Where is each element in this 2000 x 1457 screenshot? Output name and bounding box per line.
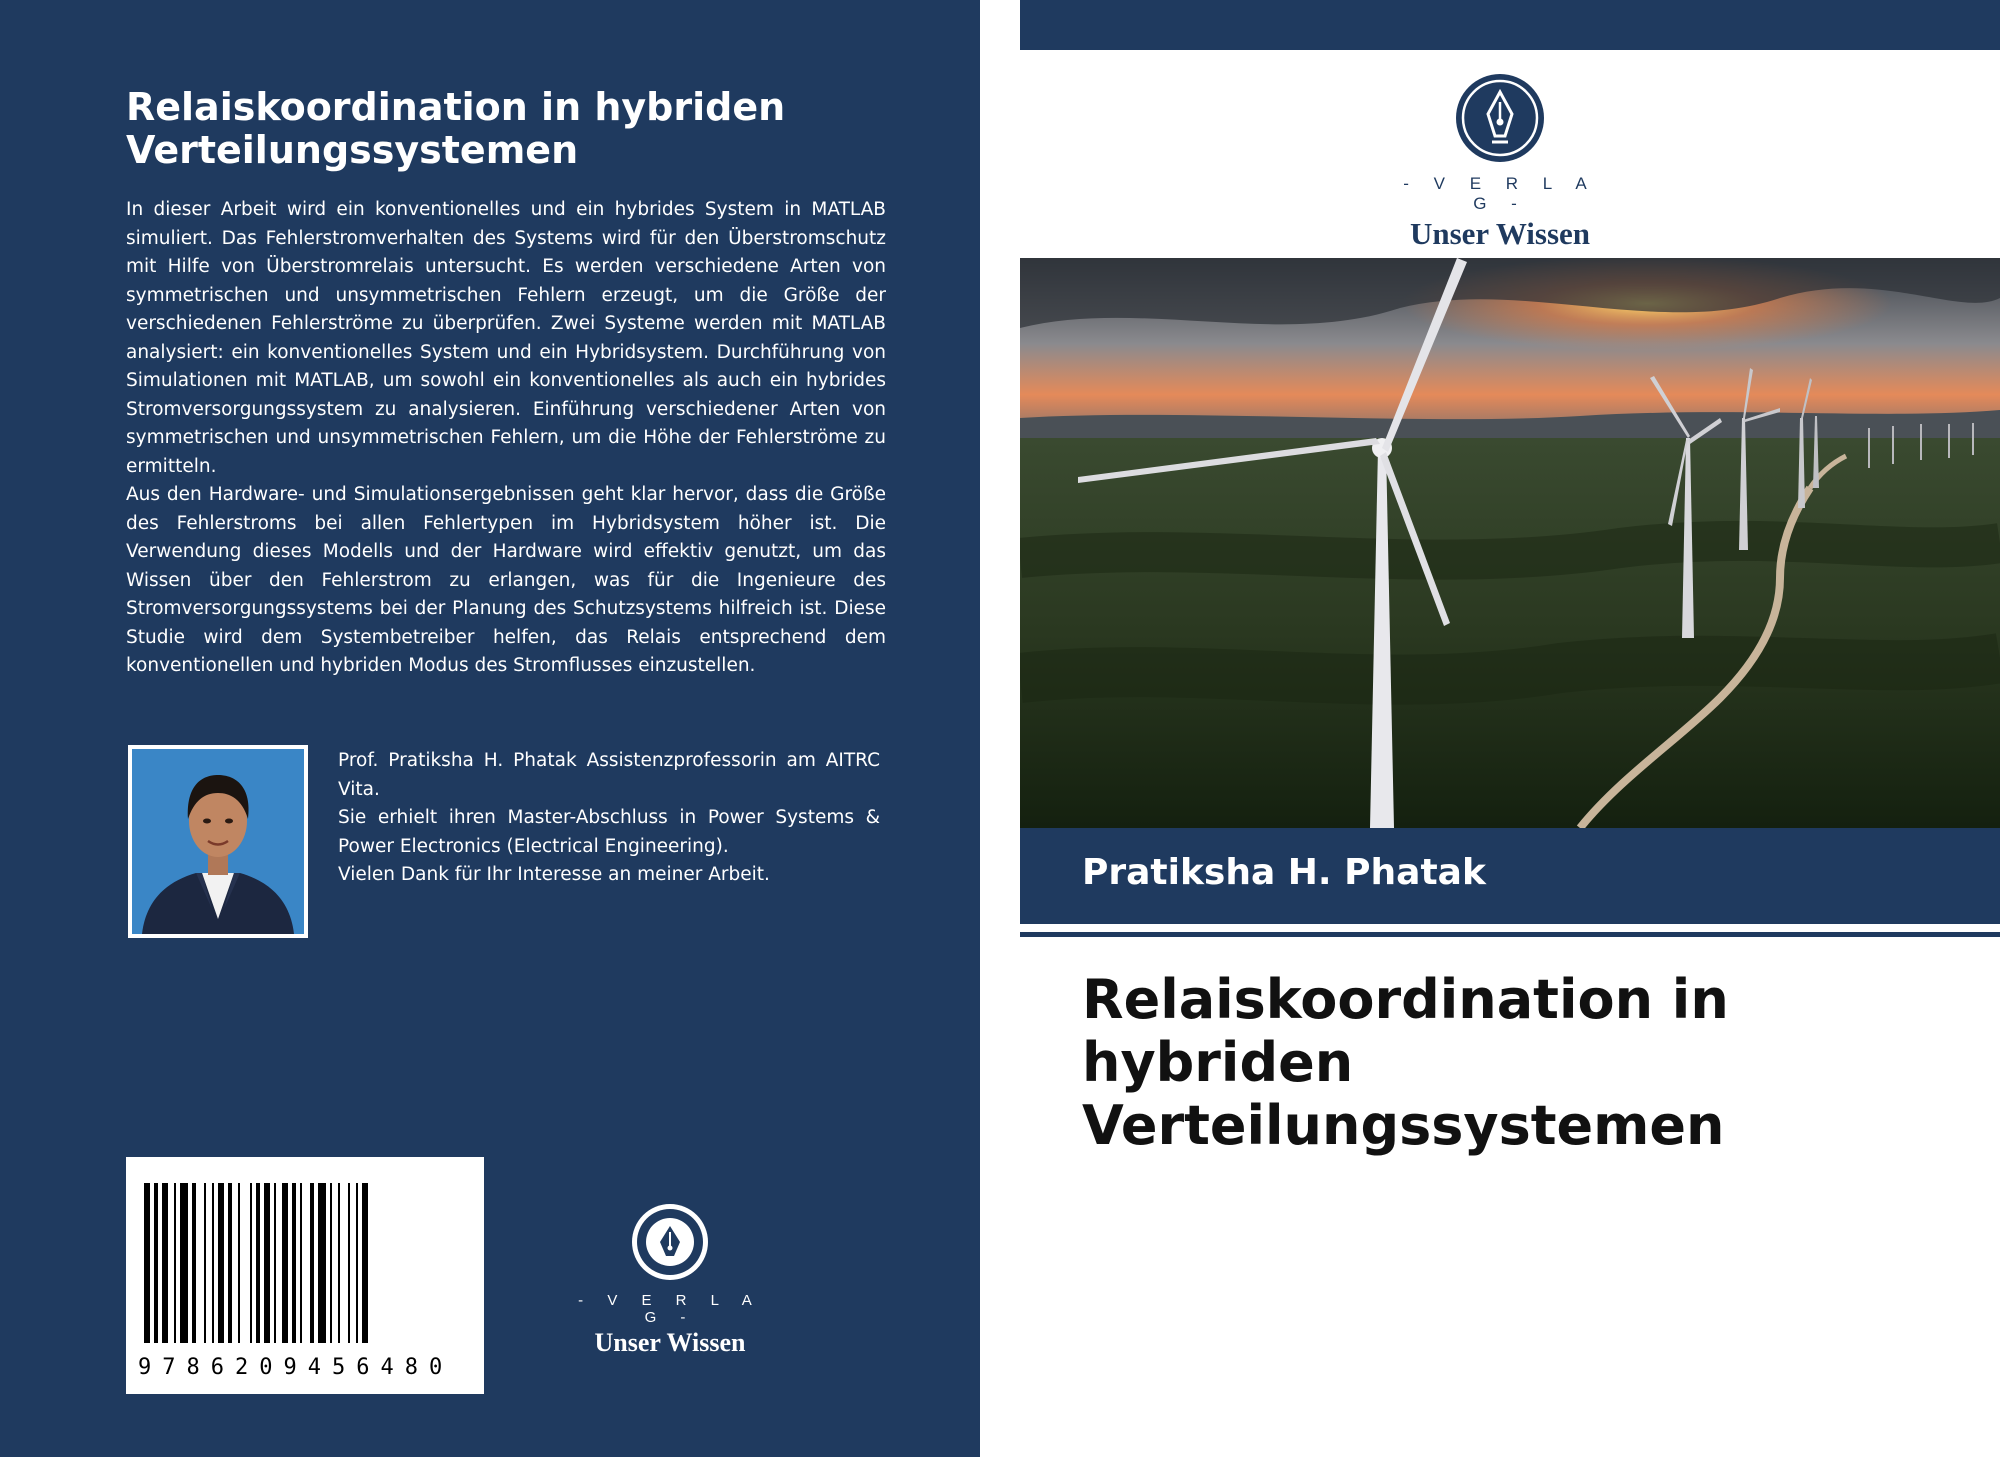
barcode-bar [256,1183,260,1343]
bio-line-3: Vielen Dank für Ihr Interesse an meiner Arbeit. [338,864,770,885]
author-bio [338,747,880,890]
front-logo-name: Unser Wissen [1409,216,1591,251]
front-logo-verlag: - V E R L A G - [1403,174,1597,213]
isbn-number: 9786209456480 [138,1355,454,1380]
back-title-line-2: Verteilungssystemen [126,128,579,172]
barcode-bar [162,1183,168,1343]
back-title-line-1: Relaiskoordination in hybriden [126,85,786,129]
cover-photo-wind-turbines [1020,258,2000,828]
front-title-line-2: hybriden [1082,1031,1354,1094]
blurb-paragraph-1: In dieser Arbeit wird ein konventionelles und ein hybrides System in MATLAB simuliert. Das Fehlerstromverhalten des Systems wird für den Überstromschutz mit Hilfe von Überstromrelais untersucht. Es werden verschiedene Arten von symmetrischen und unsymmetrischen Fehlern erzeugt, um die Größe der verschiedenen Fehlerströme zu überprüfen. Zwei Systeme werden mit MATLAB analysiert: ein konventionelles System und ein Hybridsystem. Durchführung von Simulationen mit MATLAB, um sowohl ein konventionelles als auch ein hybrides Stromversorgungssystem zu analysieren. Einführung verschiedener Arten von symmetrischen und unsymmetrischen Fehlern, um die Höhe der Fehlerströme zu ermitteln. [126,199,886,477]
barcode-bar [264,1183,270,1343]
barcode-bar [356,1183,358,1343]
barcode-bar [330,1183,332,1343]
barcode-bar [228,1183,232,1343]
barcode-bar [274,1183,276,1343]
fountain-pen-nib-icon [1454,72,1546,164]
isbn-barcode [126,1157,484,1394]
front-publisher-logo [1385,72,1615,252]
barcode-bar [144,1183,150,1343]
bio-line-1: Prof. Pratiksha H. Phatak Assistenzprofessorin am AITRC Vita. [338,750,880,800]
barcode-bar [282,1183,288,1343]
back-cover-title [126,86,886,172]
back-cover [0,0,980,1457]
barcode-bar [362,1183,368,1343]
blurb-paragraph-2: Aus den Hardware- und Simulationsergebnissen geht klar hervor, dass die Größe des Fehlerstroms bei allen Fehlertypen im Hybridsystem höher ist. Die Verwendung dieses Modells und der Hardware wird effektiv genutzt, um das Wissen über den Fehlerstrom zu erlangen, was für die Ingenieure des Stromversorgungssystems bei der Planung des Schutzsystems hilfreich ist. Diese Studie wird dem Systembetreiber helfen, das Relais entsprechend dem konventionellen und hybriden Modus des Stromflusses einzustellen. [126,484,886,676]
front-top-bar [1020,0,2000,50]
title-divider [1020,932,2000,937]
barcode-bar [318,1183,326,1343]
barcode-bar [338,1183,340,1343]
publisher-seal-icon [630,1202,710,1282]
back-publisher-logo [570,1202,770,1358]
front-title-line-3: Verteilungssystemen [1082,1094,1725,1157]
barcode-bar [212,1183,214,1343]
front-author-name: Pratiksha H. Phatak [1082,852,1486,893]
barcode-bar [348,1183,350,1343]
author-band [1020,828,2000,924]
author-photo [128,745,308,938]
barcode-bar [238,1183,240,1343]
barcode-bar [310,1183,314,1343]
back-logo-name: Unser Wissen [594,1328,746,1357]
barcode-bar [204,1183,206,1343]
barcode-bar [292,1183,296,1343]
barcode-bar [192,1183,196,1343]
front-title-line-1: Relaiskoordination in [1082,968,1729,1031]
barcode-bar [174,1183,176,1343]
barcode-bar [180,1183,188,1343]
front-cover-title [1082,968,1962,1157]
author-portrait-illustration [132,749,304,934]
back-cover-blurb [126,196,886,681]
barcode-bar [218,1183,224,1343]
barcode-bar [250,1183,252,1343]
bio-line-2: Sie erhielt ihren Master-Abschluss in Power Systems & Power Electronics (Electrical Engineering). [338,807,880,857]
barcode-bar [300,1183,302,1343]
back-logo-verlag: - V E R L A G - [578,1292,762,1326]
wind-farm-landscape [1020,258,2000,828]
barcode-bar [154,1183,158,1343]
